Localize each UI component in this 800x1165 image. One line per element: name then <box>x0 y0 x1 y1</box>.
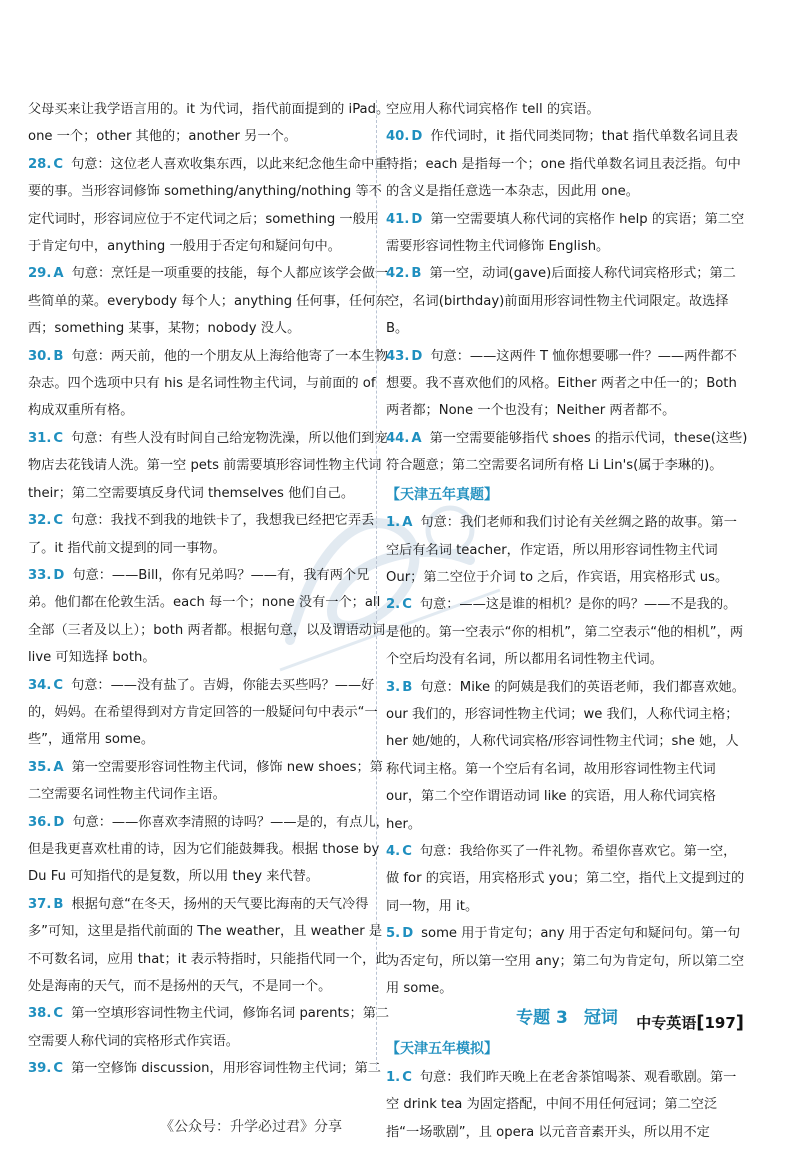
answer-item <box>28 809 390 891</box>
explanation-text: 第一空修饰 discussion，用形容词性物主代词；第二 <box>71 1061 381 1077</box>
left-column <box>28 96 390 1083</box>
question-number: 35. <box>28 759 52 775</box>
section-heading-real-exams: 【天津五年真题】 <box>386 486 498 503</box>
answer-letter: D <box>411 129 423 145</box>
question-number: 5. <box>386 926 401 942</box>
answer-letter: D <box>411 211 423 227</box>
answer-item <box>28 96 390 151</box>
explanation-text: 第一空填形容词性物主代词，修饰名词 parents；第二空需要人称代词的宾格形式作宾语。 <box>28 1006 390 1049</box>
answer-item <box>28 1000 390 1055</box>
answer-letter: A <box>53 759 64 775</box>
answer-item <box>28 260 390 342</box>
answer-letter: B <box>411 266 422 282</box>
answer-letter: D <box>53 567 65 583</box>
question-number: 33. <box>28 567 52 583</box>
right-column <box>386 96 748 1146</box>
answer-letter: C <box>402 597 412 613</box>
answer-item <box>386 425 748 480</box>
answer-letter: A <box>53 266 64 282</box>
answer-letter: B <box>53 348 64 364</box>
answer-item <box>386 96 748 123</box>
answer-item <box>386 206 748 261</box>
explanation-text: 句意：——你喜欢李清照的诗吗？——是的，有点儿，但是我更喜欢杜甫的诗，因为它们能鼓舞我。根据 those by Du Fu 可知指代的是复数，所以用 they 来代替。 <box>28 814 389 885</box>
question-number: 2. <box>386 597 401 613</box>
question-number: 28. <box>28 156 52 172</box>
question-number: 39. <box>28 1061 52 1077</box>
answer-item <box>386 674 748 838</box>
answer-letter: C <box>53 513 64 529</box>
question-number: 32. <box>28 513 52 529</box>
answer-item <box>386 260 748 342</box>
question-number: 37. <box>28 896 52 912</box>
answer-letter: D <box>411 348 423 364</box>
chapter-label: 专题 3 <box>516 1008 568 1029</box>
page-number: 197 <box>704 1014 736 1032</box>
column-divider <box>376 100 377 1070</box>
explanation-text: 句意：烹饪是一项重要的技能，每个人都应该学会做一些简单的菜。everybody 每个人；anything 任何事，任何东西；something 某事，某物；nobody 没人。 <box>28 266 389 337</box>
footer-credit: 《公众号：升学必过君》分享 <box>160 1119 342 1135</box>
explanation-text: 第一空需要能够指代 shoes 的指示代词，these(这些)符合题意；第二空需要名词所有格 Li Lin's(属于李琳的)。 <box>386 430 748 474</box>
explanation-text: 句意：我找不到我的地铁卡了，我想我已经把它弄丢了。it 指代前文提到的同一事物。 <box>28 513 375 556</box>
question-number: 30. <box>28 348 52 364</box>
answer-letter: C <box>53 1006 64 1022</box>
answer-item <box>386 343 748 425</box>
question-number: 31. <box>28 430 52 446</box>
answer-item <box>28 891 390 1001</box>
chapter-name: 冠词 <box>583 1008 618 1029</box>
question-number: 34. <box>28 677 52 693</box>
answer-letter: D <box>402 926 414 942</box>
answer-item <box>28 151 390 261</box>
explanation-text: 第一空需要形容词性物主代词，修饰 new shoes；第二空需要名词性物主代词作主语。 <box>28 759 383 803</box>
explanation-text: 空应用人称代词宾格作 tell 的宾语。 <box>386 102 600 117</box>
answer-item <box>28 754 390 809</box>
explanation-text: 第一空需要填人称代词的宾格作 help 的宾语；第二空需要形容词性物主代词修饰 English。 <box>386 211 745 255</box>
answer-letter: C <box>53 677 64 693</box>
explanation-text: some 用于肯定句；any 用于否定句和疑问句。第一句为否定句，所以第一空用 any；第二句为肯定句，所以第二空用 some。 <box>386 926 745 996</box>
explanation-text: 句意：——Bill，你有兄弟吗？——有，我有两个兄弟。他们都在伦敦生活。each 每一个；none 没有一个；all 全部（三者及以上）；both 两者都。根据句意，以及谓语动词 live 可知选择 both。 <box>28 567 386 666</box>
question-number: 1. <box>386 515 401 531</box>
explanation-text: 作代词时，it 指代同类同物；that 指代单数名词且表特指；each 是指每一个；one 指代单数名词且表泛指。句中的含义是指任意选一本杂志，因此用 one。 <box>386 129 741 200</box>
question-number: 4. <box>386 843 401 859</box>
answer-item <box>386 591 748 673</box>
answer-letter: A <box>411 430 422 446</box>
answer-letter: C <box>402 1069 412 1085</box>
question-number: 1. <box>386 1069 401 1085</box>
question-number: 38. <box>28 1006 52 1022</box>
explanation-text: 句意：这位老人喜欢收集东西，以此来纪念他生命中重要的事。当形容词修饰 something/anything/nothing 等不定代词时，形容词应位于不定代词之后；something 一般用于肯定句中，anything 一般用于否定句和疑问句中。 <box>28 156 388 255</box>
question-number: 42. <box>386 266 410 282</box>
answer-letter: A <box>402 515 413 531</box>
explanation-text: 句意：我们昨天晚上在老舍茶馆喝茶、观看歌剧。第一空 drink tea 为固定搭配，中间不用任何冠词；第二空泛指“一场歌剧”，且 opera 以元音音素开头，所以用不定 <box>386 1069 737 1140</box>
answer-item <box>386 1064 748 1146</box>
explanation-text: 句意：我们老师和我们讨论有关丝绸之路的故事。第一空后有名词 teacher，作定语，所以用形容词性物主代词 Our；第二空位于介词 to 之后，作宾语，用宾格形式 us。 <box>386 515 737 585</box>
explanation-text: 句意：——没有盐了。吉姆，你能去买些吗？——好的，妈妈。在希望得到对方肯定回答的一般疑问句中表示“一些”，通常用 some。 <box>28 677 378 748</box>
question-number: 3. <box>386 679 401 695</box>
question-number: 36. <box>28 814 52 830</box>
answer-letter: C <box>53 156 64 172</box>
explanation-text: 句意：两天前，他的一个朋友从上海给他寄了一本生物杂志。四个选项中只有 his 是名词性物主代词，与前面的 of 构成双重所有格。 <box>28 348 388 419</box>
explanation-text: 句意：——这两件 T 恤你想要哪一件？——两件都不想要。我不喜欢他们的风格。Either 两者之中任一的；Both 两者都；None 一个也没有；Neither 两者都不。 <box>386 348 737 419</box>
answer-item <box>28 507 390 562</box>
answer-item <box>386 509 748 591</box>
right-column-items-b <box>386 509 748 1002</box>
answer-item <box>28 672 390 754</box>
explanation-text: 句意：Mike 的阿姨是我们的英语老师，我们都喜欢她。our 我们的，形容词性物主代词；we 我们，人称代词主格；her 她/她的，人称代词宾格/形容词性物主代词；she 她，人称代词主格。第一个空后有名词，故用形容词性物主代词 our，第二个空作谓语动词 like 的宾语，用人称代词宾格 her。 <box>386 679 745 832</box>
answer-letter: D <box>53 814 65 830</box>
answer-item <box>28 1055 390 1082</box>
right-column-items-c <box>386 1064 748 1146</box>
answer-item <box>386 838 748 920</box>
question-number: 44. <box>386 430 410 446</box>
answer-letter: B <box>53 896 64 912</box>
explanation-text: 父母买来让我学语言用的。it 为代词，指代前面提到的 iPad。one 一个；other 其他的；another 另一个。 <box>28 102 390 145</box>
book-name: 中专英语 <box>636 1014 697 1032</box>
question-number: 41. <box>386 211 410 227</box>
answer-letter: C <box>53 1061 64 1077</box>
page-folio: 中专英语[197] <box>636 1012 744 1033</box>
explanation-text: 句意：我给你买了一件礼物。希望你喜欢它。第一空，做 for 的宾语，用宾格形式 you；第二空，指代上文提到过的同一物，用 it。 <box>386 843 745 914</box>
explanation-text: 第一空，动词(gave)后面接人称代词宾格形式；第二空，名词(birthday)前面用形容词性物主代词限定。故选择 B。 <box>386 266 736 337</box>
section-heading-mock-exams: 【天津五年模拟】 <box>386 1041 498 1058</box>
explanation-text: 句意：——这是谁的相机？是你的吗？——不是我的。是他的。第一空表示“你的相机”，第二空表示“他的相机”，两个空后均没有名词，所以都用名词性物主代词。 <box>386 597 744 668</box>
answer-letter: B <box>402 679 413 695</box>
explanation-text: 根据句意“在冬天，扬州的天气要比海南的天气冷得多”可知，这里是指代前面的 The weather，且 weather 是不可数名词，应用 that；it 表示特指时，只能指代同一个，此处是海南的天气，而不是扬州的天气，不是同一个。 <box>28 896 389 994</box>
answer-letter: C <box>402 843 412 859</box>
question-number: 43. <box>386 348 410 364</box>
answer-item <box>28 343 390 425</box>
explanation-text: 句意：有些人没有时间自己给宠物洗澡，所以他们到宠物店去花钱请人洗。第一空 pets 前需要填形容词性物主代词 their；第二空需要填反身代词 themselves 他们自己。 <box>28 430 388 501</box>
answer-item <box>28 425 390 507</box>
answer-letter: C <box>53 430 64 446</box>
right-column-items-a <box>386 96 748 480</box>
question-number: 40. <box>386 129 410 145</box>
answer-item <box>386 920 748 1002</box>
question-number: 29. <box>28 266 52 282</box>
answer-item <box>386 123 748 205</box>
answer-item <box>28 562 390 672</box>
